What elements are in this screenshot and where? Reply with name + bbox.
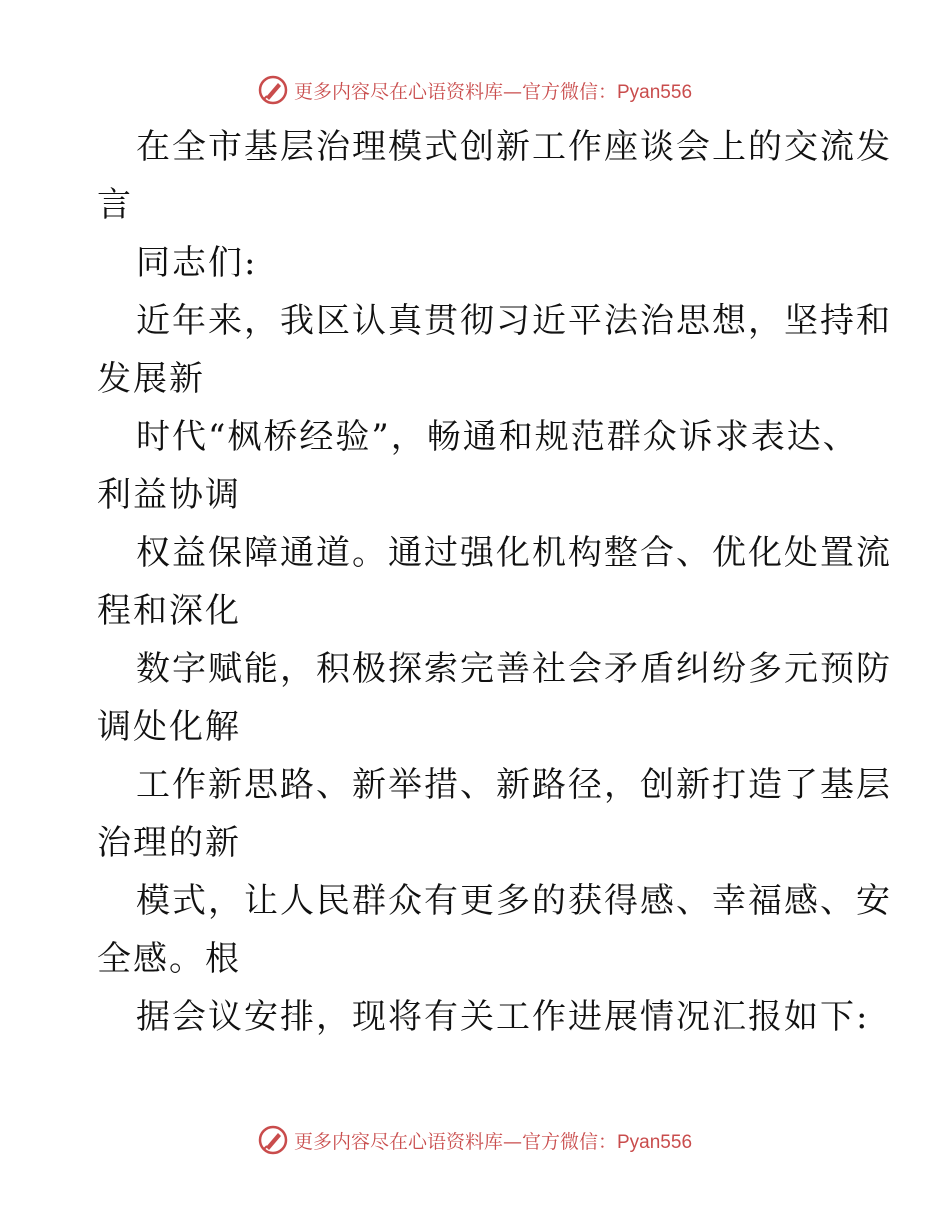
paragraph-line: 据会议安排，现将有关工作进展情况汇报如下: bbox=[136, 997, 870, 1037]
pen-logo-icon bbox=[258, 75, 288, 105]
paragraph-line: 同志们: bbox=[136, 243, 258, 283]
paragraph-line: 数字赋能，积极探索完善社会矛盾纠纷多元预防 bbox=[136, 649, 892, 689]
paragraph-line: 利益协调 bbox=[97, 475, 241, 515]
paragraph-line: 权益保障通道。通过强化机构整合、优化处置流 bbox=[136, 533, 892, 573]
paragraph-line: 模式，让人民群众有更多的获得感、幸福感、安 bbox=[136, 881, 892, 921]
watermark-label: 更多内容尽在心语资料库—官方微信： bbox=[293, 80, 617, 103]
paragraph-line: 发展新 bbox=[97, 359, 205, 399]
paragraph-line: 在全市基层治理模式创新工作座谈会上的交流发 bbox=[136, 127, 892, 167]
paragraph-line: 调处化解 bbox=[97, 707, 241, 747]
paragraph-line: 近年来，我区认真贯彻习近平法治思想，坚持和 bbox=[136, 301, 892, 341]
footer-watermark bbox=[0, 1120, 950, 1160]
watermark-text bbox=[294, 77, 692, 104]
watermark-contact: Pyan556 bbox=[617, 81, 693, 103]
document-body bbox=[97, 118, 892, 1046]
header-watermark bbox=[0, 70, 950, 110]
watermark-contact: Pyan556 bbox=[617, 1131, 693, 1153]
paragraph-line: 全感。根 bbox=[97, 939, 241, 979]
paragraph-line: 时代“枫桥经验”，畅通和规范群众诉求表达、 bbox=[136, 417, 859, 457]
paragraph-line: 治理的新 bbox=[97, 823, 241, 863]
paragraph-line: 程和深化 bbox=[97, 591, 241, 631]
watermark-label: 更多内容尽在心语资料库—官方微信： bbox=[293, 1130, 617, 1153]
watermark-text bbox=[294, 1127, 692, 1154]
paragraph-line: 工作新思路、新举措、新路径，创新打造了基层 bbox=[136, 765, 892, 805]
paragraph-line: 言 bbox=[97, 185, 133, 225]
pen-logo-icon bbox=[258, 1125, 288, 1155]
